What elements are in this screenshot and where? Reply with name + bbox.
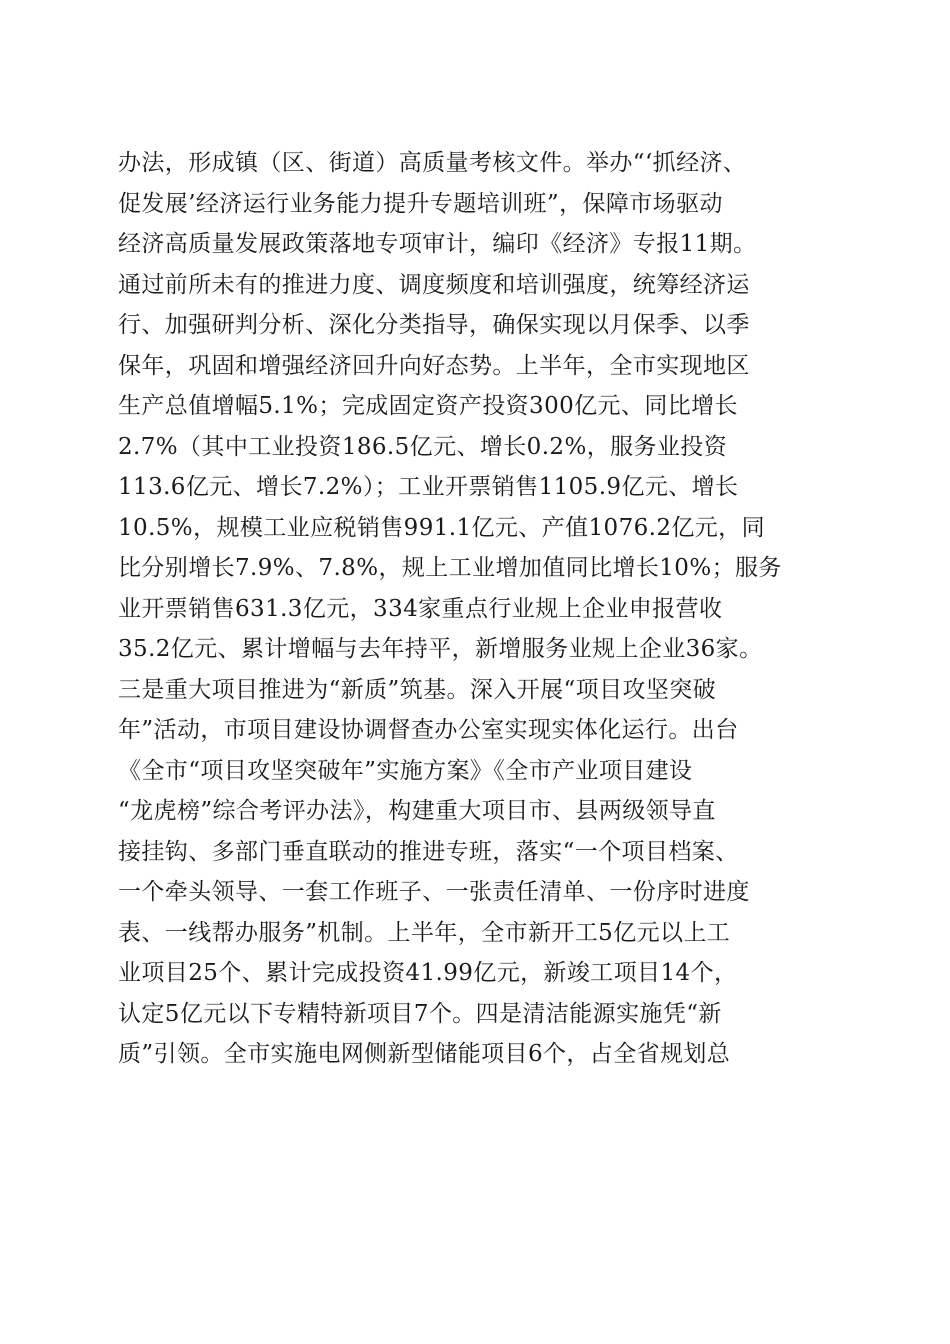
text-line: 10.5%，规模工业应税销售991.1亿元、产值1076.2亿元，同 — [118, 514, 765, 541]
text-line: 通过前所未有的推进力度、调度频度和培训强度，统筹经济运 — [118, 271, 750, 298]
text-line: 业开票销售631.3亿元，334家重点行业规上企业申报营收 — [118, 595, 723, 622]
text-line: 办法，形成镇（区、街道）高质量考核文件。举办“‘抓经济、 — [118, 150, 747, 176]
text-line: 促发展’经济运行业务能力提升专题培训班”，保障市场驱动 — [118, 190, 723, 217]
text-line: 生产总值增幅5.1%；完成固定资产投资300亿元、同比增长 — [118, 393, 738, 419]
text-line: 比分别增长7.9%、7.8%，规上工业增加值同比增长10%；服务 — [118, 555, 782, 581]
text-line: 保年，巩固和增强经济回升向好态势。上半年，全市实现地区 — [118, 352, 750, 379]
text-line: 行、加强研判分析、深化分类指导，确保实现以月保季、以季 — [118, 312, 750, 338]
text-line: 2.7%（其中工业投资186.5亿元、增长0.2%，服务业投资 — [118, 433, 728, 460]
text-line: 经济高质量发展政策落地专项审计，编印《经济》专报11期。 — [118, 231, 757, 257]
body-text — [118, 143, 838, 1075]
text-line: 一个牵头领导、一套工作班子、一张责任清单、一份序时进度 — [118, 879, 750, 905]
text-line: “龙虎榜”综合考评办法》，构建重大项目市、县两级领导直 — [118, 798, 716, 824]
text-line: 认定5亿元以下专精特新项目7个。四是清洁能源实施凭“新 — [118, 1000, 722, 1027]
text-line: 年”活动，市项目建设协调督查办公室实现实体化运行。出台 — [118, 717, 739, 743]
text-line: 表、一线帮办服务”机制。上半年，全市新开工5亿元以上工 — [118, 919, 731, 946]
text-line: 《全市“项目攻坚突破年”实施方案》《全市产业项目建设 — [118, 757, 693, 784]
text-line: 113.6亿元、增长7.2%）；工业开票销售1105.9亿元、增长 — [118, 474, 739, 500]
text-line: 业项目25个、累计完成投资41.99亿元，新竣工项目14个， — [118, 960, 738, 986]
text-line: 三是重大项目推进为“新质”筑基。深入开展“项目攻坚突破 — [118, 676, 717, 703]
text-line: 35.2亿元、累计增幅与去年持平，新增服务业规上企业36家。 — [118, 636, 763, 662]
text-line: 接挂钩、多部门垂直联动的推进专班，落实“一个项目档案、 — [118, 838, 739, 865]
text-line: 质”引领。全市实施电网侧新型储能项目6个，占全省规划总 — [118, 1041, 731, 1067]
